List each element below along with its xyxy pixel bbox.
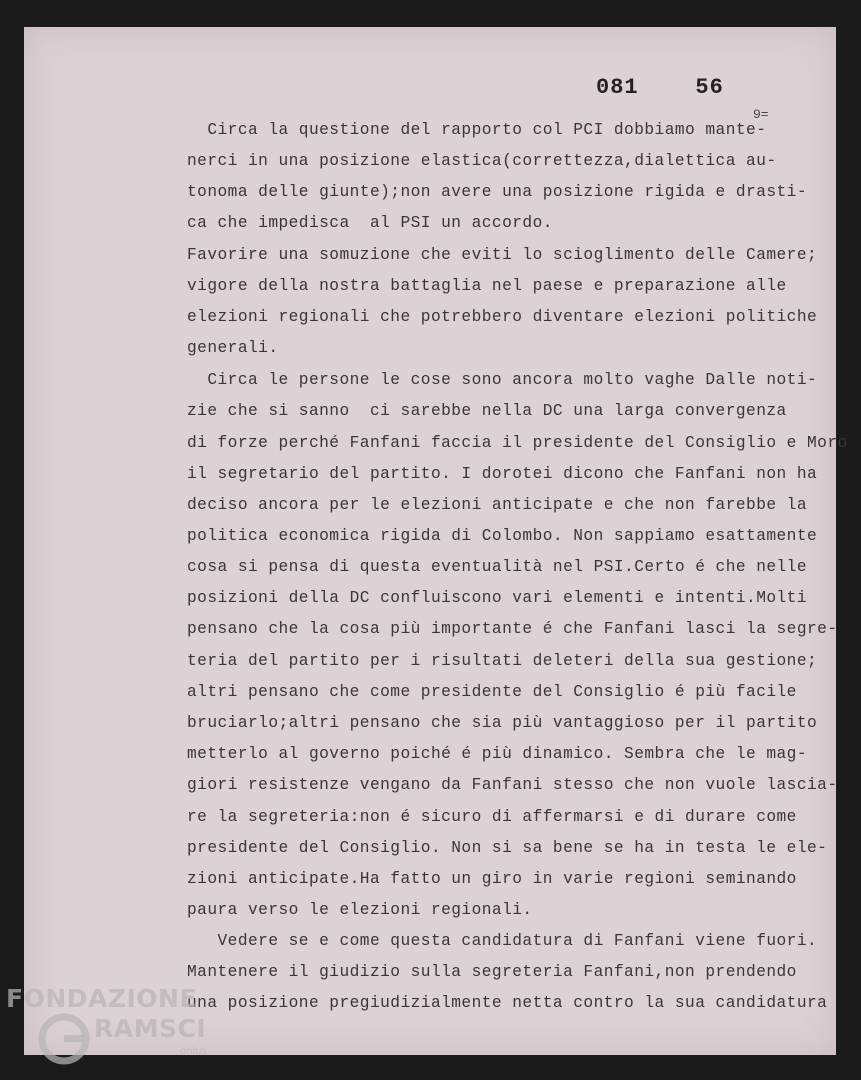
text-line: Circa la questione del rapporto col PCI dobbiamo mante- — [187, 121, 767, 139]
text-line: zie che si sanno ci sarebbe nella DC una larga convergenza — [187, 402, 787, 420]
text-line: altri pensano che come presidente del Consiglio é più facile — [187, 683, 797, 701]
text-line: bruciarlo;altri pensano che sia più vantaggioso per il partito — [187, 714, 818, 732]
text-line: Mantenere il giudizio sulla segreteria Fanfani,non prendendo — [187, 963, 797, 981]
fondazione-gramsci-watermark — [6, 984, 221, 1080]
text-line: zioni anticipate.Ha fatto un giro in varie regioni seminando — [187, 870, 797, 888]
text-line: elezioni regionali che potrebbero diventare elezioni politiche — [187, 308, 818, 326]
text-line: nerci in una posizione elastica(correttezza,dialettica au- — [187, 152, 777, 170]
watermark-line2: RAMSCI — [94, 1014, 207, 1043]
text-line: re la segreteria:non é sicuro di affermarsi e di durare come — [187, 808, 797, 826]
text-line: una posizione pregiudizialmente netta contro la sua candidatura — [187, 994, 828, 1012]
text-line: giori resistenze vengano da Fanfani stesso che non vuole lascia- — [187, 776, 838, 794]
text-line: generali. — [187, 339, 279, 357]
text-line: pensano che la cosa più importante é che Fanfani lasci la segre- — [187, 620, 838, 638]
text-line: ca che impedisca al PSI un accordo. — [187, 214, 553, 232]
text-line: deciso ancora per le elezioni anticipate e che non farebbe la — [187, 496, 808, 514]
text-line: Vedere se e come questa candidatura di Fanfani viene fuori. — [187, 932, 818, 950]
gramsci-g-logo-icon — [36, 1011, 92, 1067]
page-number: 9= — [753, 107, 769, 122]
archive-number: 081 56 — [596, 75, 724, 100]
text-line: tonoma delle giunte);non avere una posizione rigida e drasti- — [187, 183, 808, 201]
text-line: vigore della nostra battaglia nel paese e preparazione alle — [187, 277, 787, 295]
text-line: cosa si pensa di questa eventualità nel PSI.Certo é che nelle — [187, 558, 808, 576]
watermark-onlus: onlus — [180, 1046, 207, 1057]
text-line: di forze perché Fanfani faccia il presidente del Consiglio e Moro — [187, 434, 848, 452]
text-line: Favorire una somuzione che eviti lo scioglimento delle Camere; — [187, 246, 818, 264]
text-line: presidente del Consiglio. Non si sa bene se ha in testa le ele- — [187, 839, 828, 857]
text-line: politica economica rigida di Colombo. Non sappiamo esattamente — [187, 527, 818, 545]
text-line: paura verso le elezioni regionali. — [187, 901, 533, 919]
text-line: il segretario del partito. I dorotei dicono che Fanfani non ha — [187, 465, 818, 483]
text-line: posizioni della DC confluiscono vari elementi e intenti.Molti — [187, 589, 808, 607]
text-line: Circa le persone le cose sono ancora molto vaghe Dalle noti- — [187, 371, 818, 389]
text-line: metterlo al governo poiché é più dinamico. Sembra che le mag- — [187, 745, 808, 763]
watermark-line1: FONDAZIONE — [6, 984, 198, 1013]
text-line: teria del partito per i risultati deleteri della sua gestione; — [187, 652, 818, 670]
